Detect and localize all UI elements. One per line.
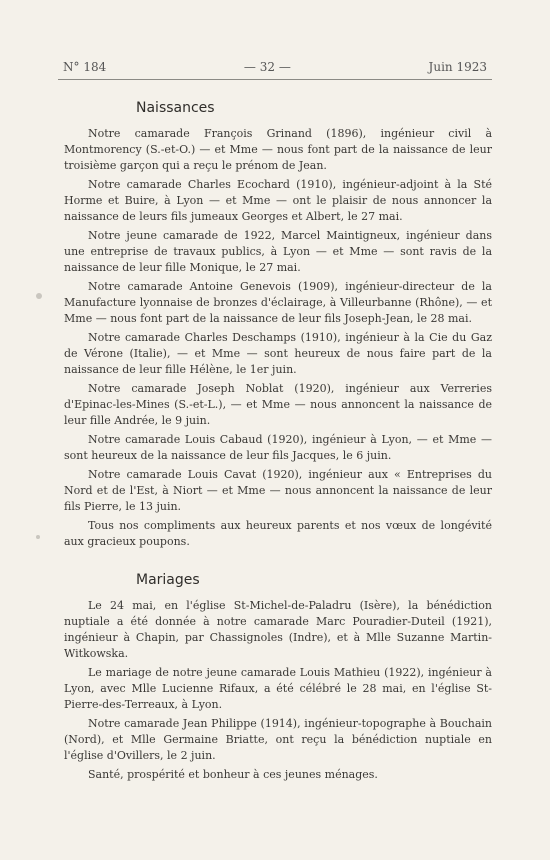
naissance-paragraph: Notre camarade Antoine Genevois (1909), ingénieur-directeur de la Manufacture lyonnaise de bronzes d'éclairage, à Villeurbanne (Rhône), — et Mme — nous font part de la naissance de leur fils Joseph-Jean, le 28 mai. [64, 280, 492, 325]
issue-number: N° 184 [63, 60, 107, 74]
page-number: — 32 — [243, 60, 291, 74]
naissance-paragraph: Notre camarade Louis Cavat (1920), ingénieur aux « Entreprises du Nord et de l'Est, à Niort — et Mme — nous annoncent la naissance de leur fils Pierre, le 13 juin. [64, 468, 492, 513]
naissances-body [64, 126, 492, 553]
mariage-paragraph: Notre camarade Jean Philippe (1914), ingénieur-topographe à Bouchain (Nord), et Mlle Germaine Briatte, ont reçu la bénédiction nuptiale en l'église d'Ovillers, le 2 juin. [64, 717, 492, 762]
header-rule [58, 79, 492, 80]
naissance-paragraph: Notre camarade Charles Deschamps (1910), ingénieur à la Cie du Gaz de Vérone (Italie), — et Mme — sont heureux de nous faire part de la naissance de leur fille Hélène, le 1er juin. [64, 331, 492, 376]
naissance-paragraph: Notre camarade Joseph Noblat (1920), ingénieur aux Verreries d'Epinac-les-Mines (S.-et-L.), — et Mme — nous annoncent la naissance de leur fille Andrée, le 9 juin. [64, 382, 492, 427]
mariage-paragraph: Santé, prospérité et bonheur à ces jeunes ménages. [88, 768, 378, 781]
issue-date: Juin 1923 [428, 60, 487, 74]
naissance-paragraph: Tous nos compliments aux heureux parents et nos vœux de longévité aux gracieux poupons. [64, 519, 492, 548]
mariage-paragraph: Le 24 mai, en l'église St-Michel-de-Paladru (Isère), la bénédiction nuptiale a été donnée à notre camarade Marc Pouradier-Duteil (1921), ingénieur à Chapin, par Chassignoles (Indre), et à Mlle Suzanne Martin-Witkowska. [64, 599, 492, 660]
mariages-body [64, 598, 492, 786]
naissance-paragraph: Notre camarade Charles Ecochard (1910), ingénieur-adjoint à la Sté Horme et Buire, à Lyon — et Mme — ont le plaisir de nous annoncer la naissance de leurs fils jumeaux Georges et Albert, le 27 mai. [64, 178, 492, 223]
section-title-naissances: Naissances [136, 100, 215, 116]
margin-mark [36, 535, 40, 539]
margin-mark [36, 293, 42, 299]
naissance-paragraph: Notre camarade Louis Cabaud (1920), ingénieur à Lyon, — et Mme — sont heureux de la naissance de leur fils Jacques, le 6 juin. [64, 433, 492, 462]
page-header [63, 60, 487, 74]
naissance-paragraph: Notre jeune camarade de 1922, Marcel Maintigneux, ingénieur dans une entreprise de travaux publics, à Lyon — et Mme — sont ravis de la naissance de leur fille Monique, le 27 mai. [64, 229, 492, 274]
mariage-paragraph: Le mariage de notre jeune camarade Louis Mathieu (1922), ingénieur à Lyon, avec Mlle Lucienne Rifaux, a été célébré le 28 mai, en l'église St-Pierre-des-Terreaux, à Lyon. [64, 666, 492, 711]
section-title-mariages: Mariages [136, 572, 200, 588]
naissance-paragraph: Notre camarade François Grinand (1896), ingénieur civil à Montmorency (S.-et-O.) — et Mme — nous font part de la naissance de leur troisième garçon qui a reçu le prénom de Jean. [64, 127, 492, 172]
